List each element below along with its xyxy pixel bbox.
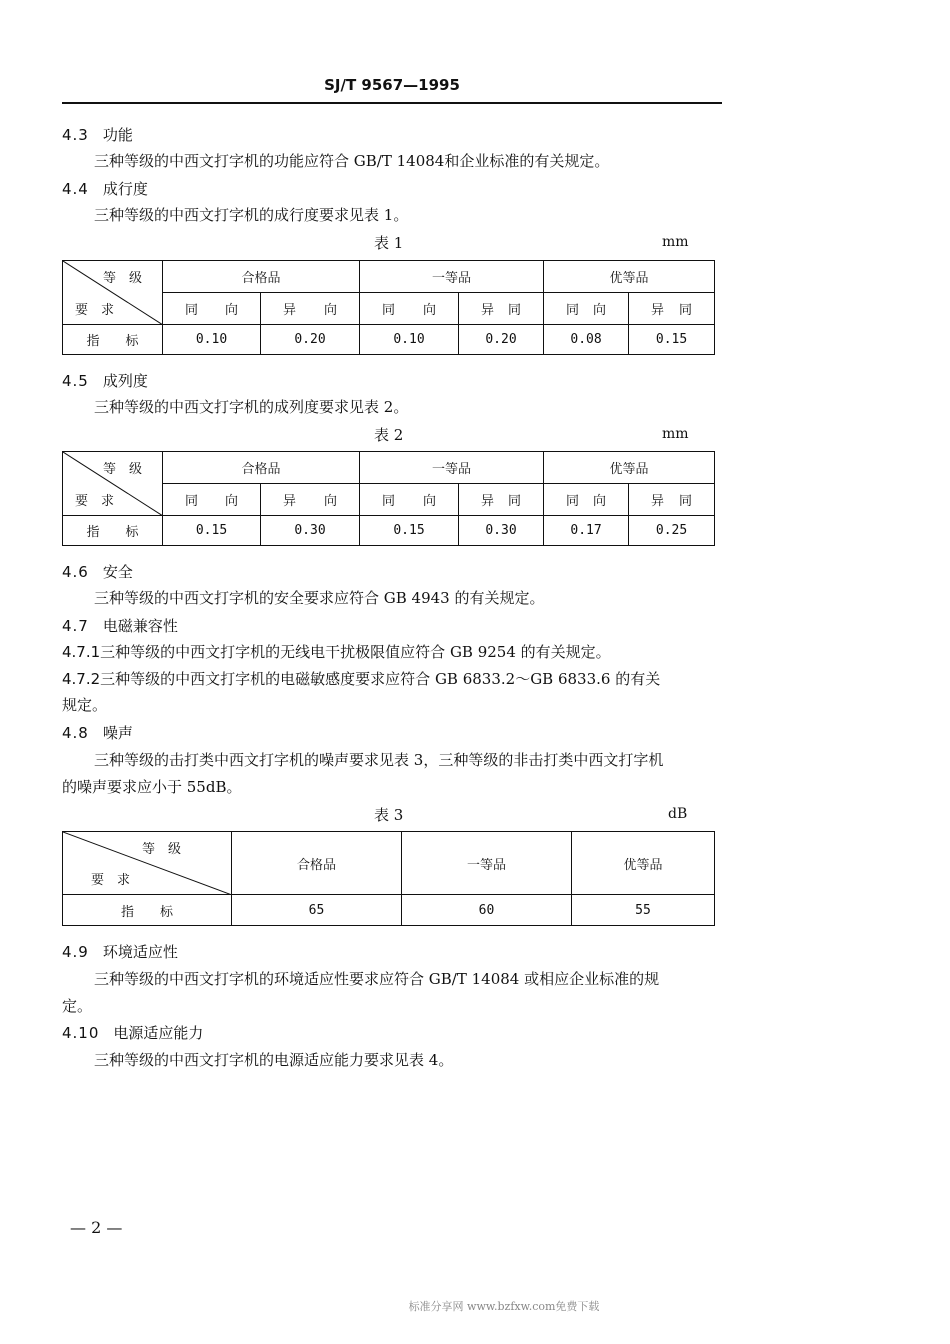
table-3-value: 65 — [232, 895, 402, 926]
section-4-4-text: 三种等级的中西文打字机的成行度要求见表 1。 — [94, 206, 409, 224]
table-2-sub-header: 异 同 — [459, 484, 544, 516]
table-1-value: 0.20 — [261, 325, 360, 355]
table-2-grade: 优等品 — [544, 452, 715, 484]
table-2-value: 0.30 — [261, 516, 360, 546]
table-1-value: 0.08 — [544, 325, 629, 355]
table-2-sub-header: 同 向 — [360, 484, 459, 516]
table-2-sub-header: 异 同 — [629, 484, 715, 516]
table-3-row-label: 指 标 — [63, 895, 232, 926]
section-4-10-heading: 4.10 电源适应能力 — [62, 1024, 204, 1042]
section-4-10-text: 三种等级的中西文打字机的电源适应能力要求见表 4。 — [94, 1051, 454, 1069]
section-4-7-1-text: 4.7.1三种等级的中西文打字机的无线电干扰极限值应符合 GB 9254 的有关规定。 — [62, 643, 611, 661]
table-3-corner-grade: 等 级 — [141, 842, 181, 857]
table-3-grade: 合格品 — [232, 832, 402, 895]
section-4-8-text-cont: 的噪声要求应小于 55dB。 — [62, 778, 242, 796]
table-2-grade: 合格品 — [163, 452, 360, 484]
section-4-3-heading: 4.3 功能 — [62, 126, 133, 144]
section-4-9-text: 三种等级的中西文打字机的环境适应性要求应符合 GB/T 14084 或相应企业标准的规 — [94, 970, 660, 988]
table-1-grade: 优等品 — [544, 261, 715, 293]
table-2-sub-header: 同 向 — [163, 484, 261, 516]
table-2-grade: 一等品 — [360, 452, 544, 484]
section-4-7-2-text-cont: 规定。 — [62, 696, 108, 714]
table-1-sub-header: 同 向 — [163, 293, 261, 325]
table-2-value: 0.15 — [163, 516, 261, 546]
page-number: — 2 — — [70, 1218, 123, 1237]
table-1-value: 0.10 — [360, 325, 459, 355]
table-2-corner-cell — [63, 452, 163, 516]
section-4-5-text: 三种等级的中西文打字机的成列度要求见表 2。 — [94, 398, 409, 416]
section-4-8-heading: 4.8 噪声 — [62, 724, 133, 742]
table-2-value: 0.17 — [544, 516, 629, 546]
section-4-8-text: 三种等级的击打类中西文打字机的噪声要求见表 3，三种等级的非击打类中西文打字机 — [94, 751, 664, 769]
header-rule — [62, 102, 722, 104]
table-3-value: 55 — [572, 895, 715, 926]
table-1-value: 0.15 — [629, 325, 715, 355]
table-1-sub-header: 异 同 — [629, 293, 715, 325]
table-2-value: 0.25 — [629, 516, 715, 546]
table-3-grade: 优等品 — [572, 832, 715, 895]
table-2-sub-header: 异 向 — [261, 484, 360, 516]
table-2 — [62, 451, 715, 546]
section-4-6-text: 三种等级的中西文打字机的安全要求应符合 GB 4943 的有关规定。 — [94, 589, 545, 607]
table-3-unit: dB — [668, 806, 688, 822]
table-2-value: 0.30 — [459, 516, 544, 546]
table-1-corner-cell — [63, 261, 163, 325]
section-4-5-heading: 4.5 成列度 — [62, 372, 148, 390]
table-1-corner-grade: 等 级 — [102, 271, 142, 286]
table-1-sub-header: 异 同 — [459, 293, 544, 325]
table-3-caption: 表 3 — [374, 806, 404, 824]
table-1-corner-requirement: 要 求 — [75, 303, 115, 318]
section-4-3-text: 三种等级的中西文打字机的功能应符合 GB/T 14084和企业标准的有关规定。 — [94, 152, 610, 170]
table-1-grade: 合格品 — [163, 261, 360, 293]
table-3-value: 60 — [402, 895, 572, 926]
section-4-7-2-text: 4.7.2三种等级的中西文打字机的电磁敏感度要求应符合 GB 6833.2～GB 6833.6 的有关 — [62, 670, 661, 688]
table-1-value: 0.10 — [163, 325, 261, 355]
table-1-sub-header: 同 向 — [544, 293, 629, 325]
table-1-sub-header: 异 向 — [261, 293, 360, 325]
table-2-sub-header: 同 向 — [544, 484, 629, 516]
table-1-unit: mm — [662, 234, 689, 250]
table-1-caption: 表 1 — [374, 234, 404, 252]
table-2-row-label: 指 标 — [63, 516, 163, 546]
footer-watermark: 标准分享网 www.bzfxw.com免费下载 — [408, 1300, 600, 1313]
section-4-9-heading: 4.9 环境适应性 — [62, 943, 178, 961]
table-1-row-label: 指 标 — [63, 325, 163, 355]
table-2-unit: mm — [662, 426, 689, 442]
table-2-value: 0.15 — [360, 516, 459, 546]
table-1-grade: 一等品 — [360, 261, 544, 293]
section-4-9-text-cont: 定。 — [62, 997, 93, 1015]
section-4-7-heading: 4.7 电磁兼容性 — [62, 617, 178, 635]
table-1-sub-header: 同 向 — [360, 293, 459, 325]
table-3-corner-requirement: 要 求 — [91, 873, 131, 888]
table-3 — [62, 831, 715, 926]
table-2-caption: 表 2 — [374, 426, 404, 444]
table-3-grade: 一等品 — [402, 832, 572, 895]
table-1 — [62, 260, 715, 355]
table-2-corner-grade: 等 级 — [102, 462, 142, 477]
table-2-corner-requirement: 要 求 — [75, 494, 115, 509]
section-4-4-heading: 4.4 成行度 — [62, 180, 148, 198]
section-4-6-heading: 4.6 安全 — [62, 563, 133, 581]
document-code: SJ/T 9567—1995 — [324, 76, 460, 94]
table-3-corner-cell — [63, 832, 232, 895]
table-1-value: 0.20 — [459, 325, 544, 355]
